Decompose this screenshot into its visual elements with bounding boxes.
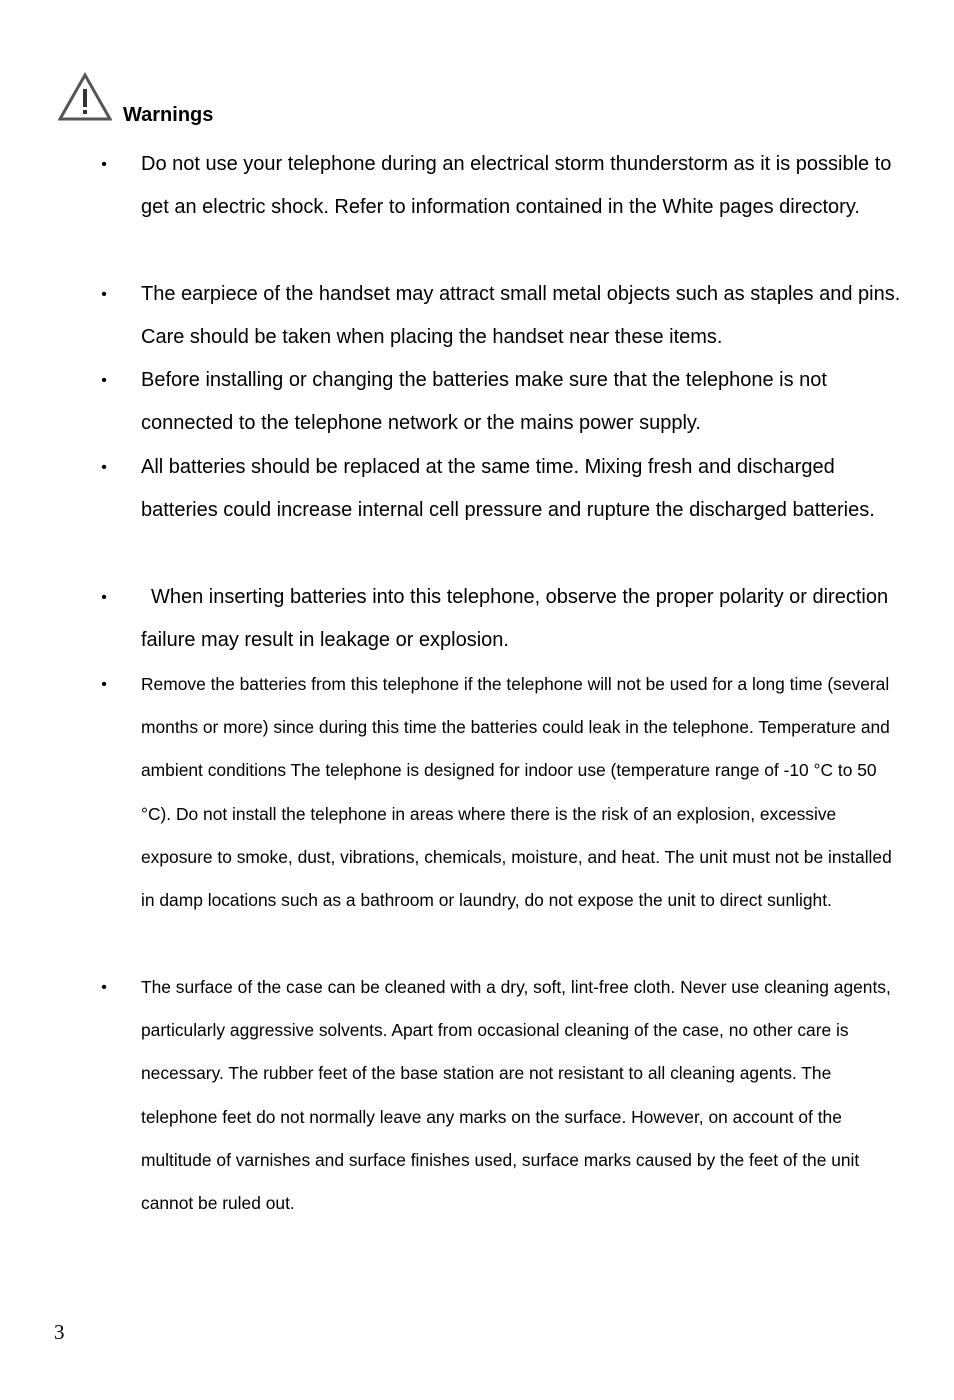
warning-text: The surface of the case can be cleaned with a dry, soft, lint-free cloth. Never use cleaning agents, particularly aggressive solvents. Apart from occasional cleaning of the case, no other care is necessary. The rubber feet of the base station are not resistant to all cleaning agents. The telephone feet do not normally leave any marks on the surface. However, on account of the multitude of varnishes and surface finishes used, surface marks caused by the feet of the unit cannot be ruled out. (141, 977, 891, 1214)
warnings-header (58, 72, 458, 128)
warning-text: Remove the batteries from this telephone if the telephone will not be used for a long time (several months or more) since during this time the batteries could leak in the telephone. Temperature and ambient conditions The telephone is designed for indoor use (temperature range of -10 °C to 50 °C). Do not install the telephone in areas where there is the risk of an explosion, excessive exposure to smoke, dust, vibrations, chemicals, moisture, and heat. The unit must not be installed in damp locations such as a bathroom or laundry, do not expose the unit to direct sunlight. (141, 674, 892, 911)
warnings-title: Warnings (123, 104, 214, 126)
warning-text (141, 576, 906, 663)
page-number: 3 (54, 1320, 65, 1344)
bullet-icon: • (101, 459, 107, 476)
bullet-icon: • (101, 286, 107, 303)
warning-text: The earpiece of the handset may attract small metal objects such as staples and pins. Care should be taken when placing the handset near these items. (141, 283, 901, 349)
bullet-icon: • (101, 676, 107, 693)
bullet-icon: • (101, 372, 107, 389)
warning-text: Before installing or changing the batteries make sure that the telephone is not connected to the telephone network or the mains power supply. (141, 369, 827, 435)
bullet-icon: • (101, 979, 107, 996)
warning-text: All batteries should be replaced at the same time. Mixing fresh and discharged batteries could increase internal cell pressure and rupture the discharged batteries. (141, 456, 875, 522)
warning-text: Do not use your telephone during an electrical storm thunderstorm as it is possible to get an electric shock. Refer to information contained in the White pages directory. (141, 153, 892, 219)
warning-text-content: When inserting batteries into this telephone, observe the proper polarity or direction failure may result in leakage or explosion. (141, 586, 889, 652)
bullet-icon: • (101, 589, 107, 606)
bullet-icon: • (101, 156, 107, 173)
warning-triangle-icon (58, 72, 112, 122)
